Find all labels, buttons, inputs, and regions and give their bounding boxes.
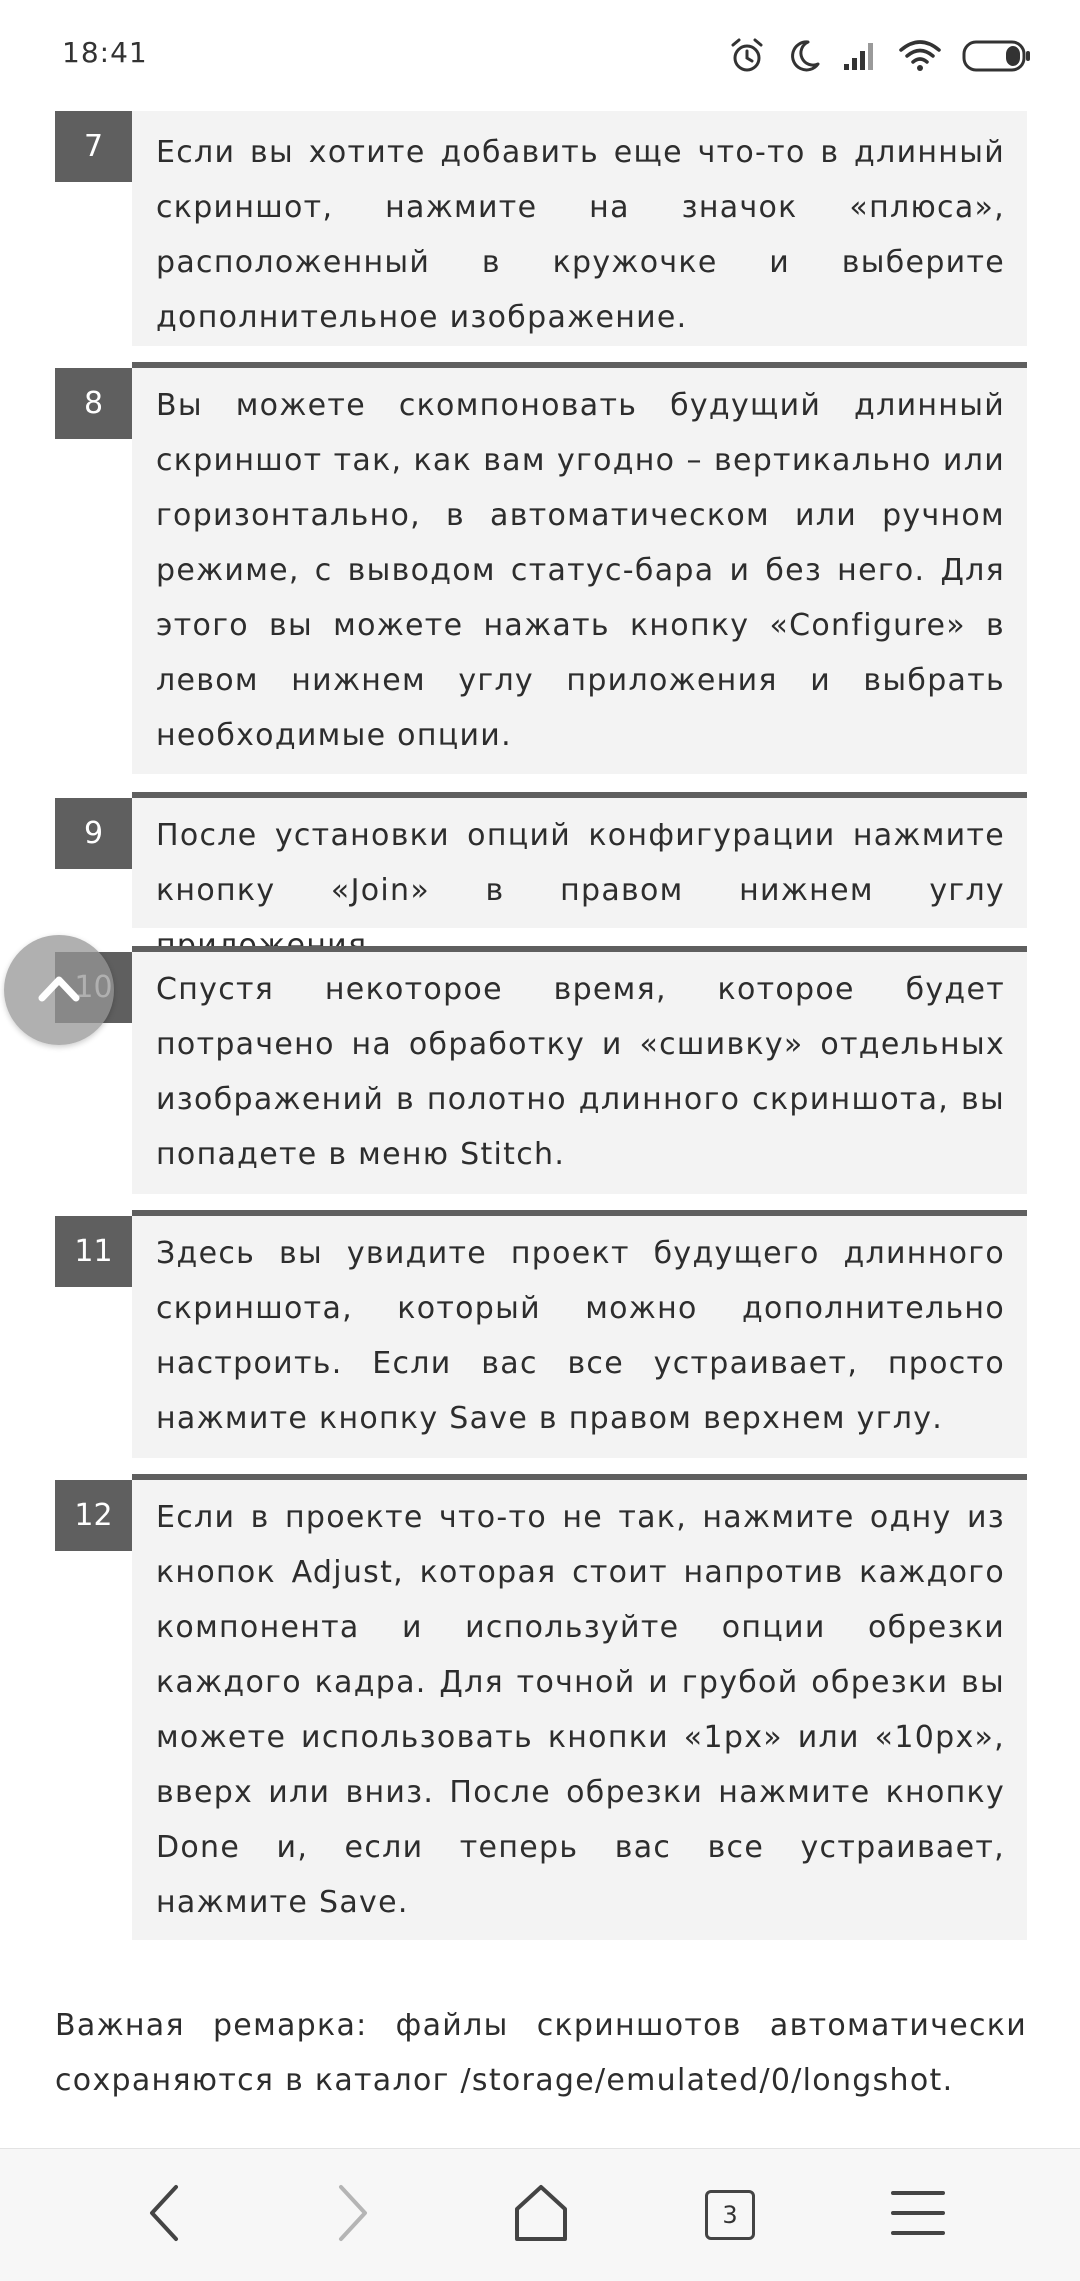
forward-button[interactable]: [283, 2149, 423, 2281]
step-number: 11: [55, 1216, 132, 1287]
status-time: 18:41: [62, 36, 148, 69]
step-text: Спустя некоторое время, которое будет потрачено на обработку и «сшивку» отдельных изображений в полотно длинного скриншота, вы попадете в меню Stitch.: [156, 972, 1005, 1172]
step-text: Если в проекте что-то не так, нажмите одну из кнопок Adjust, которая стоит напротив каждого компонента и используйте опции обрезки каждого кадра. Для точной и грубой обрезки вы можете использовать кнопки «1px» или «10px», вверх или вниз. После обрезки нажмите кнопку Done и, если теперь вас все устраивает, нажмите Save.: [156, 1500, 1005, 1920]
back-button[interactable]: [94, 2149, 234, 2281]
home-icon: [511, 2183, 571, 2247]
browser-bottom-nav: [0, 2148, 1080, 2281]
step-body: [132, 946, 1027, 1194]
chevron-right-icon: [333, 2183, 373, 2247]
scroll-to-top-button[interactable]: [4, 935, 114, 1045]
wifi-icon: [898, 39, 942, 73]
menu-button[interactable]: [848, 2149, 988, 2281]
step-text: Если вы хотите добавить еще что-то в длинный скриншот, нажмите на значок «плюса», расположенный в кружочке и выберите дополнительное изображение.: [156, 135, 1005, 335]
step-text: После установки опций конфигурации нажмите кнопку «Join» в правом нижнем углу: [156, 818, 1005, 908]
step-number: 8: [55, 368, 132, 439]
status-icons: [728, 36, 1032, 76]
status-bar: [0, 0, 1080, 110]
step-body: [132, 111, 1027, 346]
step-body: [132, 792, 1027, 928]
home-button[interactable]: [471, 2149, 611, 2281]
step-body: [132, 1210, 1027, 1458]
step-body: [132, 362, 1027, 774]
step-body: [132, 1474, 1027, 1940]
hamburger-menu-icon: [890, 2188, 946, 2242]
important-remark: Важная ремарка: файлы скриншотов автоматически сохраняются в каталог /storage/emulated/0/longshot.: [55, 2008, 1027, 2098]
chevron-up-icon: [34, 968, 84, 1012]
step-number: 7: [55, 111, 132, 182]
step-text: Здесь вы увидите проект будущего длинного скриншота, который можно дополнительно настроить. Если вас все устраивает, просто нажмите кнопку Save в правом верхнем углу.: [156, 1236, 1005, 1436]
step-number: 12: [55, 1480, 132, 1551]
battery-icon: [962, 39, 1032, 73]
step-text: Вы можете скомпоновать будущий длинный скриншот так, как вам угодно – вертикально или горизонтально, в автоматическом или ручном режиме, с выводом статус-бара и без него. Для этого вы можете нажать кнопку «Configure» в левом нижнем углу приложения и выбрать необходимые опции.: [156, 388, 1005, 753]
tabs-button[interactable]: [660, 2149, 800, 2281]
signal-icon: [842, 40, 878, 72]
step-number: 9: [55, 798, 132, 869]
tab-count: 3: [705, 2190, 755, 2240]
alarm-icon: [728, 37, 766, 75]
chevron-left-icon: [144, 2183, 184, 2247]
moon-icon: [786, 38, 822, 74]
